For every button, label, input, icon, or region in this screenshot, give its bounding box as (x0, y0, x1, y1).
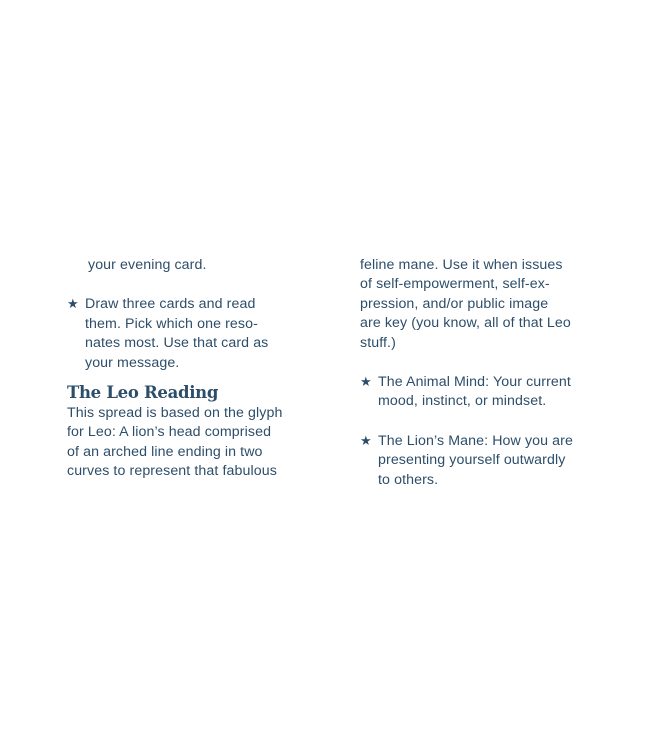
paragraph-line: for Leo: A lion’s head comprised (67, 424, 272, 441)
paragraph-line: pression, and/or public image (360, 295, 549, 312)
spacer (67, 275, 307, 294)
section-heading: The Leo Reading (67, 383, 219, 403)
bullet-text: mood, instinct, or mindset. (378, 393, 547, 410)
spacer (360, 412, 600, 431)
bullet-text: them. Pick which one reso- (85, 315, 258, 332)
paragraph-line: of an arched line ending in two (67, 443, 263, 460)
bullet-item-draw-three-cards (67, 294, 307, 373)
bullet-first-line (67, 294, 307, 314)
paragraph-line: feline mane. Use it when issues (360, 257, 563, 273)
bullet-text: to others. (378, 471, 439, 488)
bullet-text: nates most. Use that card as (85, 335, 269, 352)
right-column (360, 256, 600, 490)
bullet-item-lions-mane (360, 431, 600, 490)
section-paragraph (67, 404, 307, 482)
spacer (360, 353, 600, 372)
continued-paragraph (360, 256, 600, 353)
bullet-item-animal-mind (360, 372, 600, 412)
star-icon: ★ (360, 374, 372, 390)
bullet-first-line (360, 372, 600, 392)
bullet-text: Draw three cards and read (85, 296, 256, 313)
paragraph-line: of self-empowerment, self-ex- (360, 276, 550, 293)
paragraph-line: stuff.) (360, 334, 396, 351)
bullet-text: The Lion’s Mane: How you are (378, 432, 573, 449)
paragraph-line: curves to represent that fabulous (67, 463, 277, 480)
star-icon: ★ (360, 432, 372, 448)
paragraph-line: This spread is based on the glyph (67, 405, 283, 422)
bullet-text: presenting yourself outwardly (378, 452, 566, 469)
left-column (67, 256, 307, 482)
paragraph-line: are key (you know, all of that Leo (360, 315, 571, 332)
bullet-text: your message. (85, 354, 180, 371)
bullet-text: The Animal Mind: Your current (378, 374, 571, 391)
continued-line: your evening card. (88, 257, 207, 273)
star-icon: ★ (67, 296, 79, 312)
bullet-first-line (360, 431, 600, 451)
